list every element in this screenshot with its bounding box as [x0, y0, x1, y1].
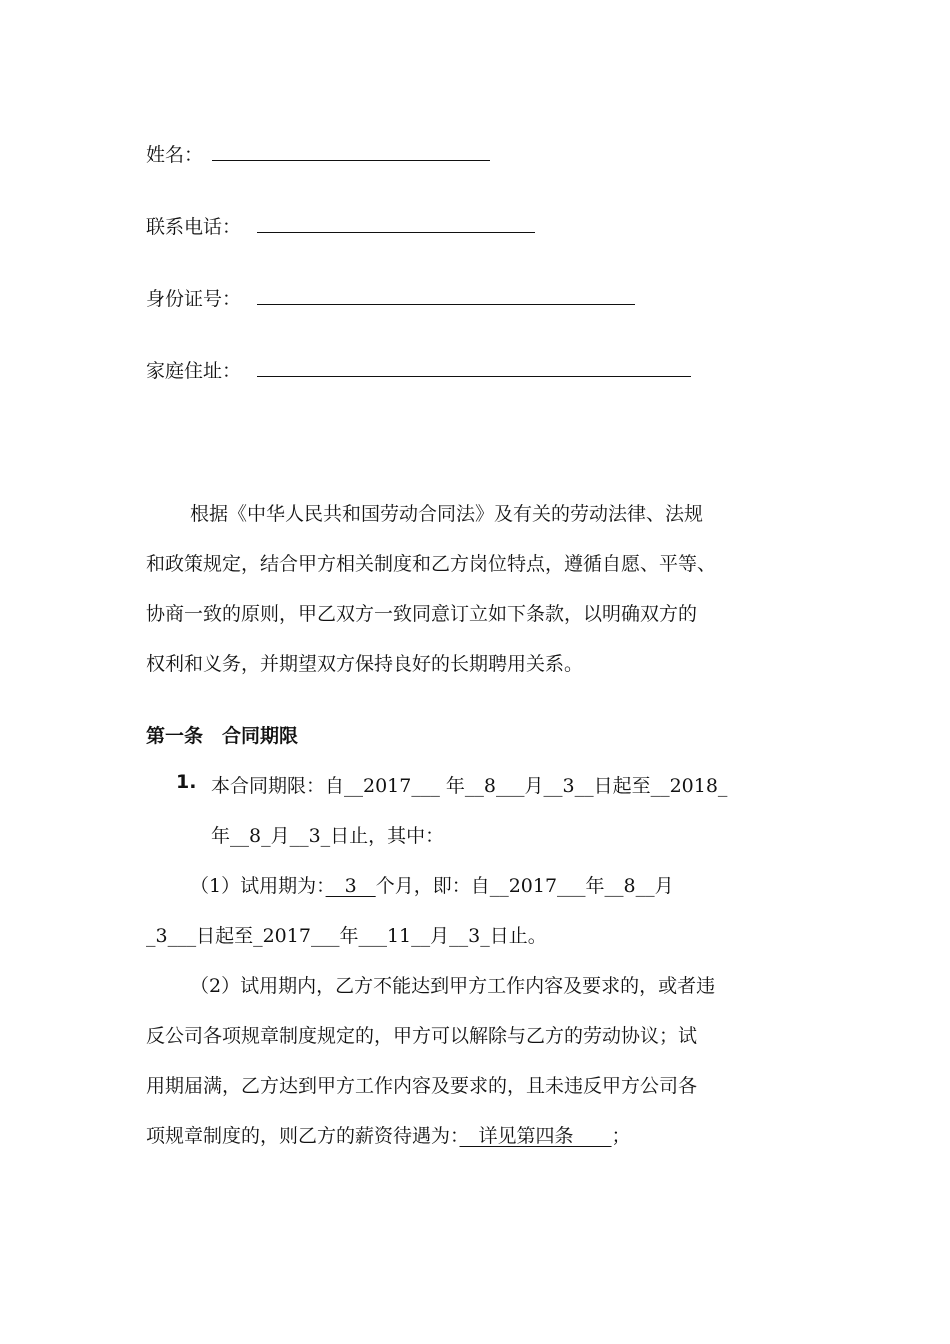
id-number-input-line[interactable]: [257, 304, 635, 305]
preamble-line-3: 协商一致的原则，甲乙双方一致同意订立如下条款，以明确双方的: [146, 603, 698, 625]
probation-prefix: （1）试用期为：: [190, 875, 326, 897]
salary-suffix: ；: [611, 1125, 631, 1147]
name-label: 姓名：: [146, 144, 204, 166]
contract-term-line-1: 本合同期限：自__2017___ 年__8___月__3__日起至__2018_: [211, 775, 728, 797]
probation-line-2: _3___日起至_2017___年___11__月__3_日止。: [146, 925, 547, 947]
preamble-line-1: 根据《中华人民共和国劳动合同法》及有关的劳动法律、法规: [190, 503, 704, 525]
probation-terms-line-2: 反公司各项规章制度规定的，甲方可以解除与乙方的劳动协议；试: [146, 1025, 698, 1047]
probation-suffix: 个月，即：自__2017___年__8__月: [375, 875, 674, 897]
probation-terms-line-1: （2）试用期内，乙方不能达到甲方工作内容及要求的，或者违: [190, 975, 716, 997]
salary-value: 详见第四条: [459, 1125, 612, 1147]
salary-prefix: 项规章制度的，则乙方的薪资待遇为：: [146, 1125, 460, 1147]
probation-line-1: [190, 871, 674, 898]
article-1-heading: 第一条 合同期限: [146, 725, 299, 747]
preamble-line-4: 权利和义务，并期望双方保持良好的长期聘用关系。: [146, 653, 584, 675]
probation-terms-line-3: 用期届满，乙方达到甲方工作内容及要求的，且未违反甲方公司各: [146, 1075, 698, 1097]
name-input-line[interactable]: [212, 160, 490, 161]
contract-term-line-2: 年__8_月__3_日止，其中：: [211, 825, 445, 847]
address-label: 家庭住址：: [146, 360, 242, 382]
probation-terms-line-4: [146, 1121, 631, 1148]
probation-months-value: 3: [325, 875, 376, 897]
item-1-number: 1.: [176, 771, 197, 793]
phone-input-line[interactable]: [257, 232, 535, 233]
id-number-label: 身份证号：: [146, 288, 242, 310]
preamble-line-2: 和政策规定，结合甲方相关制度和乙方岗位特点，遵循自愿、平等、: [146, 553, 717, 575]
phone-label: 联系电话：: [146, 216, 242, 238]
address-input-line[interactable]: [257, 376, 691, 377]
